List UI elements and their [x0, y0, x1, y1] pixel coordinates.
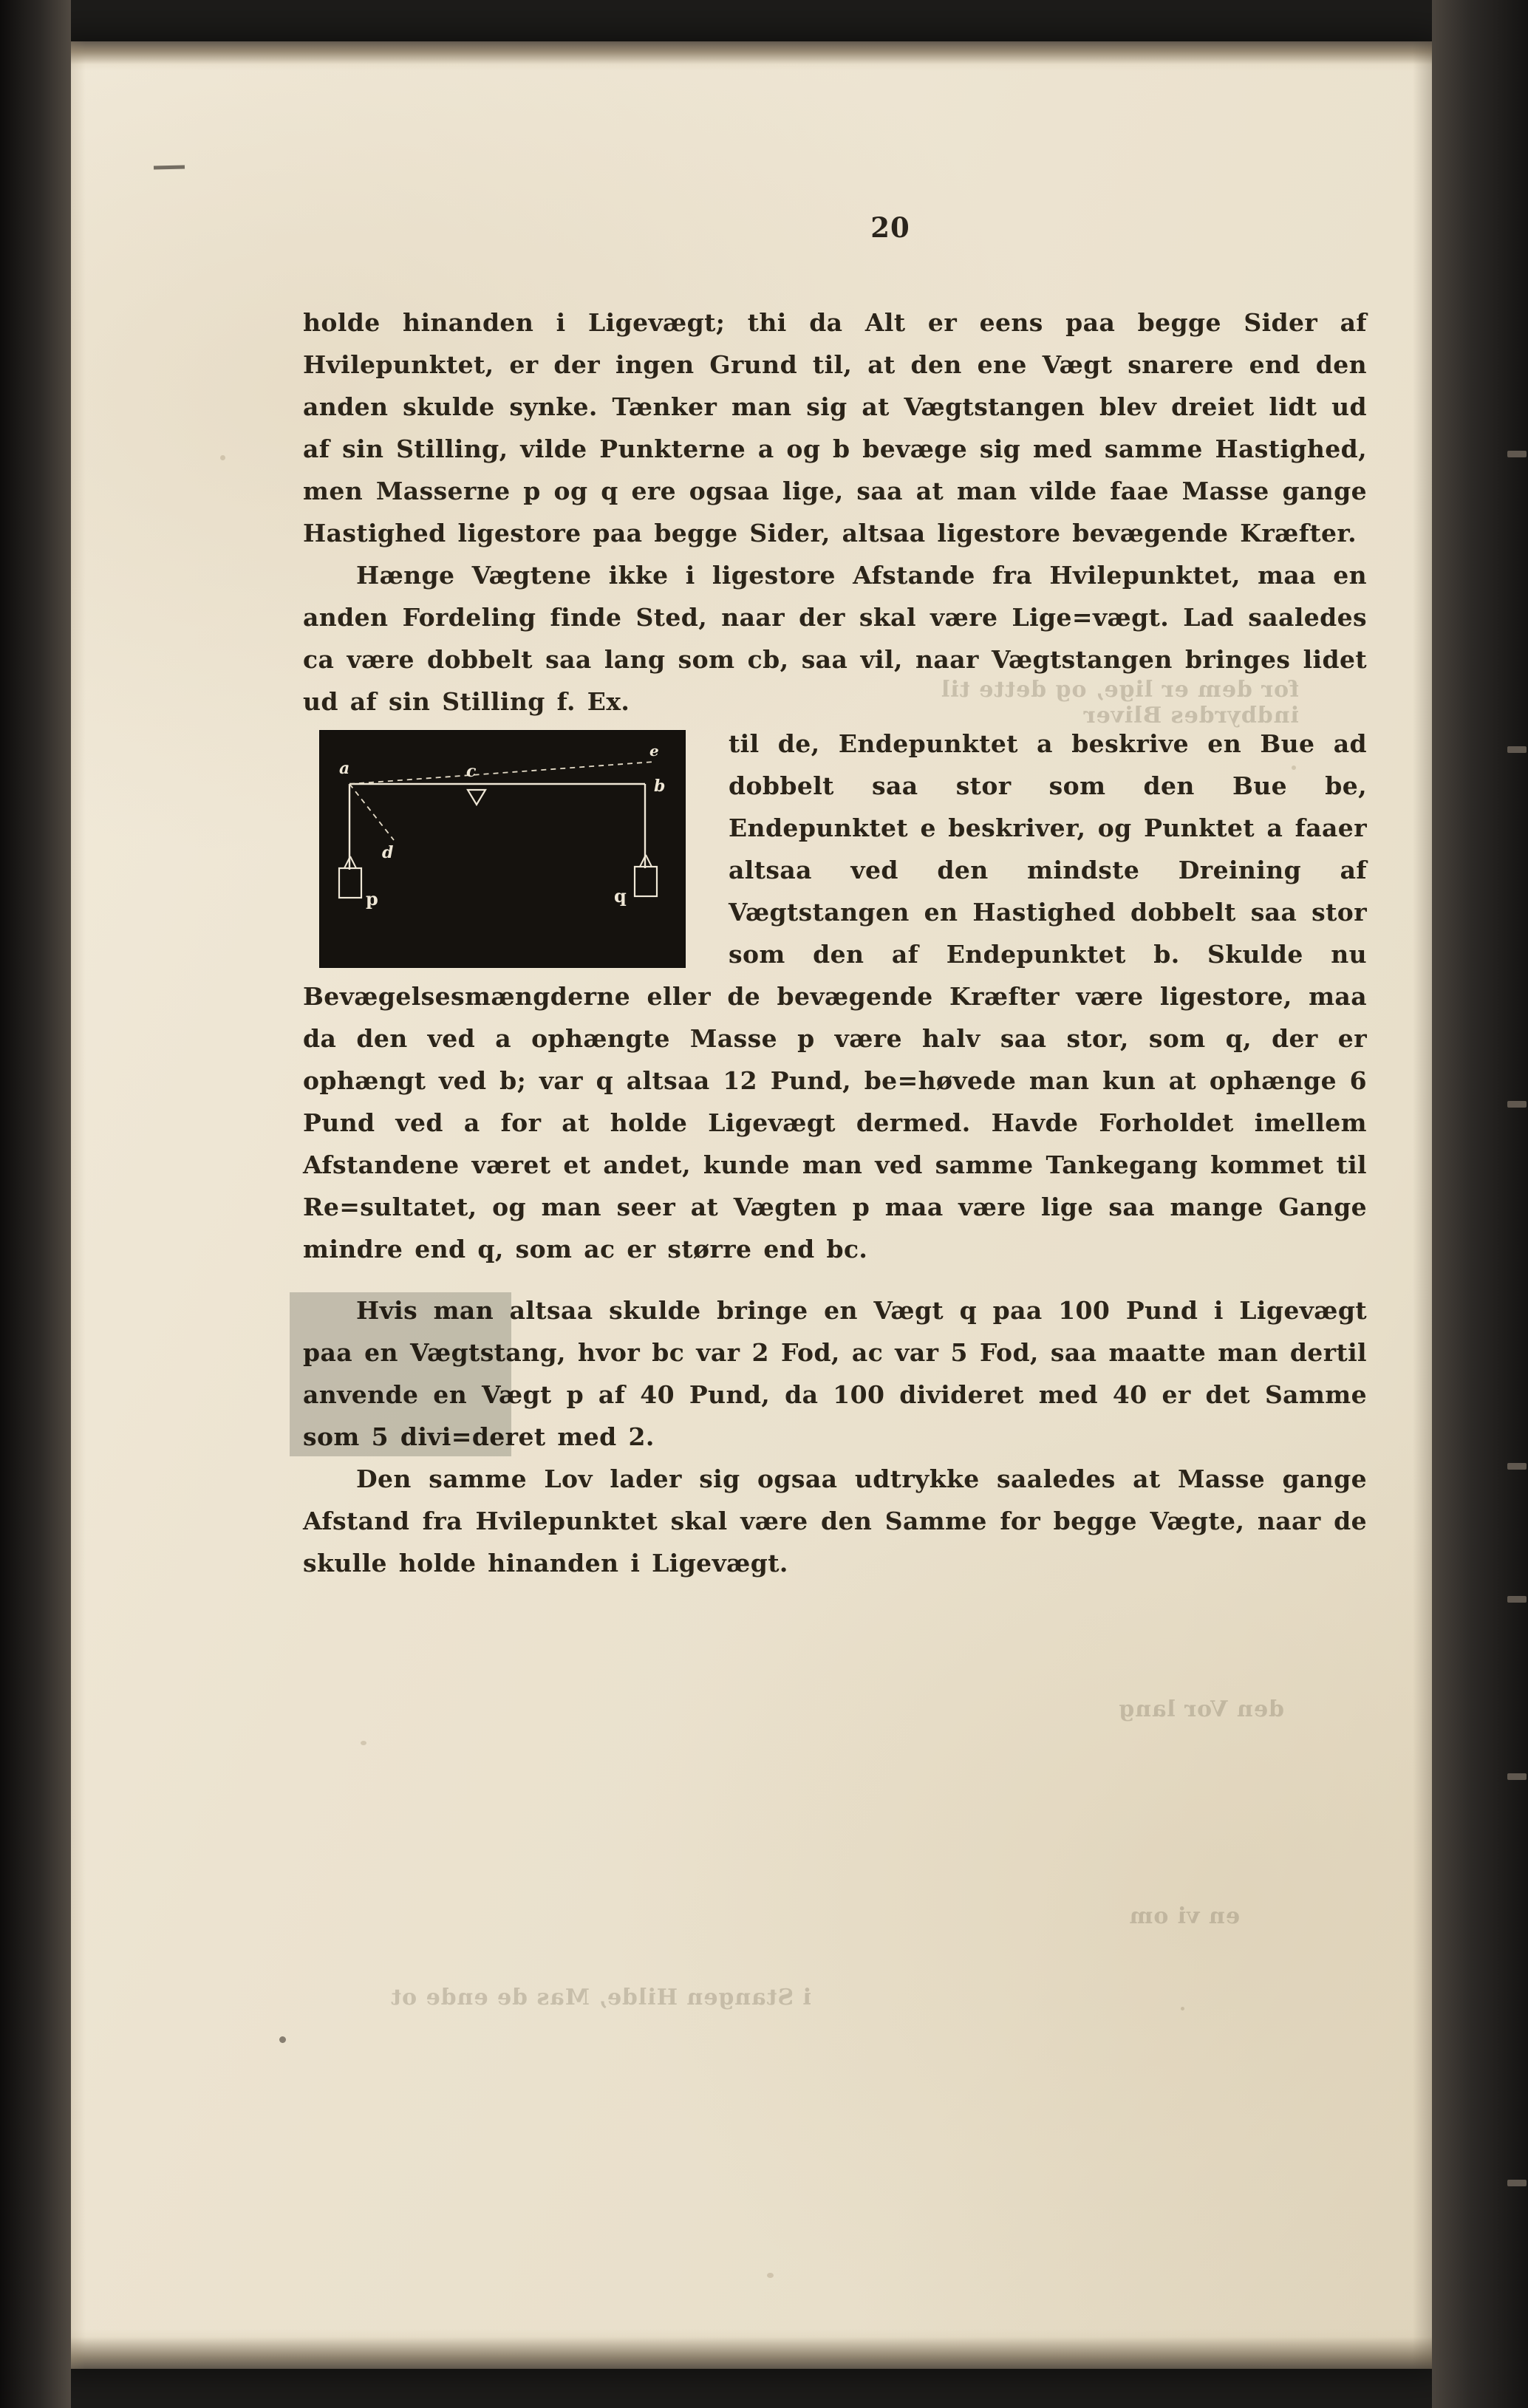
pencil-mark [154, 165, 185, 169]
paragraph-4: Hvis man altsaa skulde bringe en Vægt q paa 100 Pund i Ligevægt paa en Vægtstang, hvor bc var 2 Fod, ac var 5 Fod, saa maatte man dertil anvende en Vægt p af 40 Pund, da 100 divideret med 40 er det Samme som 5 divi=deret med 2. [303, 1296, 1367, 1451]
paragraph-1: holde hinanden i Ligevægt; thi da Alt er eens paa begge Sider af Hvilepunktet, er der ingen Grund til, at den ene Vægt snarere end den anden skulde synke. Tænker man sig at Vægtstangen blev dreiet lidt ud af sin Stilling, vilde Punkterne a og b bevæge sig med samme Hastighed, men Masserne p og q ere ogsaa lige, saa at man vilde faae Masse gange Hastighed ligestore paa begge Sider, altsaa ligestore bevægende Kræfter. [303, 308, 1367, 548]
paper-blemish [767, 2273, 774, 2278]
page-edge-top [43, 41, 1447, 71]
scanner-tick-mark [1507, 451, 1527, 457]
page-showthrough-text: den Vor lang [1118, 1696, 1284, 1722]
page-showthrough-text: i Stangen Hilde, Mas de ende ot [390, 1985, 811, 2010]
paper-blemish [361, 1741, 366, 1745]
page-edge-shadow-right [1432, 0, 1528, 2408]
figure-clearfix [303, 1270, 1367, 1289]
highlighter-smudge [290, 1292, 511, 1456]
paragraph-5: Den samme Lov lader sig ogsaa udtrykke saaledes at Masse gange Afstand fra Hvilepunktet skal være den Samme for begge Vægte, naar de skulle holde hinanden i Ligevægt. [303, 1464, 1367, 1578]
scanner-tick-mark [1507, 1463, 1527, 1470]
figure-label-a: a [339, 759, 350, 778]
page-text-column [303, 211, 1367, 1584]
page-number: 20 [870, 211, 910, 244]
paragraph-2: Hænge Vægtene ikke i ligestore Afstande fra Hvilepunktet, maa en anden Fordeling finde Sted, naar der skal være Lige=vægt. Lad saaledes ca være dobbelt saa lang som cb, saa vil, naar Vægtstangen bringes lidet ud af sin Stilling f. Ex. [303, 561, 1367, 716]
figure-label-b: b [654, 777, 666, 796]
paper-blemish [220, 455, 225, 460]
page-showthrough-text: for dem er lige, og dette til indbyrdes Bliver [941, 677, 1299, 729]
scanner-tick-mark [1507, 1101, 1527, 1108]
paragraph-3: til de, Endepunktet a beskrive en Bue ad dobbelt saa stor som den Bue be, Endepunktet e beskriver, og Punktet a faaer altsaa ved den mindste Dreining af Vægtstangen en Hastighed dobbelt saa stor som den af Endepunktet b. Skulde nu Bevægelsesmængderne eller de bevægende Kræfter være ligestore, maa da den ved a ophængte Masse p være halv saa stor, som q, der er ophængt ved b; var q altsaa 12 Pund, be=høvede man kun at ophænge 6 Pund ved a for at holde Ligevægt dermed. Havde Forholdet imellem Afstandene været et andet, kunde man ved samme Tankegang kommet til Re=sultatet, og man seer at Vægten p maa være lige saa mange Gange mindre end q, som ac er større end bc. [303, 729, 1367, 1263]
page-edge-bottom [43, 2329, 1447, 2369]
lever-diagram [319, 730, 686, 968]
figure-label-p: p [366, 888, 379, 910]
figure-block [319, 730, 703, 968]
scanner-tick-mark [1507, 746, 1527, 753]
figure-label-d: d [382, 843, 394, 862]
book-binding-shadow [0, 0, 71, 2408]
scanner-tick-mark [1507, 1773, 1527, 1780]
lever-diagram-svg [320, 731, 685, 967]
page-showthrough-text: en vi om [1128, 1903, 1240, 1929]
paper-blemish [1181, 2007, 1184, 2010]
scanner-tick-mark [1507, 1596, 1527, 1603]
figure-label-e: e [649, 742, 660, 760]
highlighted-paragraph-wrapper [303, 1289, 1367, 1458]
book-page [43, 41, 1447, 2369]
ink-dot-mark [279, 2036, 286, 2043]
figure-label-c: c [466, 762, 477, 781]
figure-label-q: q [614, 885, 627, 907]
body-text [303, 301, 1367, 1584]
scanner-tick-mark [1507, 2180, 1527, 2186]
